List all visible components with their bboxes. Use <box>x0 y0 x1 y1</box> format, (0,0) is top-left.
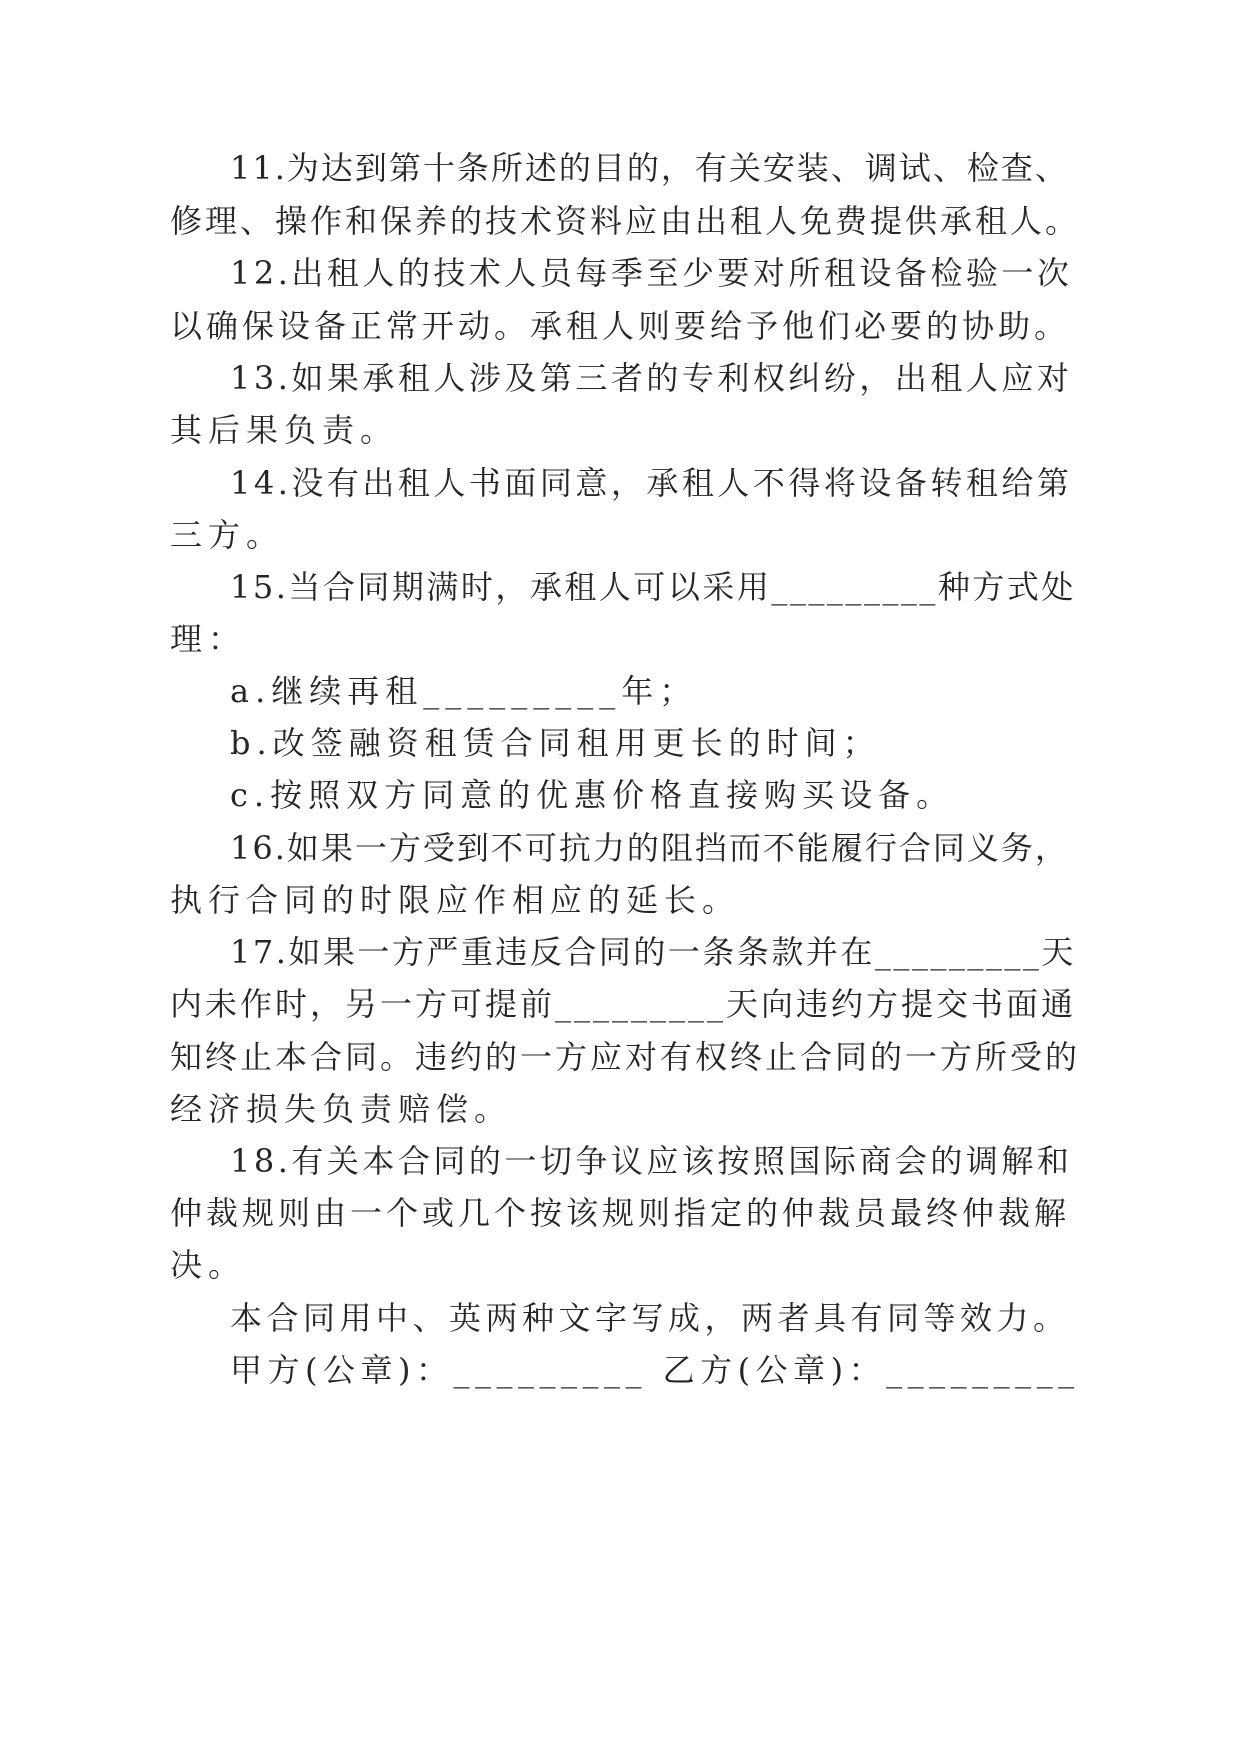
option-c: c.按照双方同意的优惠价格直接购买设备。 <box>230 776 955 814</box>
clause-18-line-1: 18.有关本合同的一切争议应该按照国际商会的调解和 <box>230 1142 1073 1180</box>
clause-16-line-1: 16.如果一方受到不可抗力的阻挡而不能履行合同义务， <box>230 829 1069 867</box>
clause-17-line-4: 经济损失负责赔偿。 <box>170 1090 513 1128</box>
option-a: a.继续再租_________年； <box>230 672 698 710</box>
clause-18-line-3: 决。 <box>170 1246 247 1284</box>
clause-18-line-2: 仲裁规则由一个或几个按该规则指定的仲裁员最终仲裁解 <box>170 1194 1071 1232</box>
clause-12-line-1: 12.出租人的技术人员每季至少要对所租设备检验一次 <box>230 254 1073 292</box>
clause-17-line-3: 知终止本合同。违约的一方应对有权终止合同的一方所受的 <box>170 1038 1081 1076</box>
clause-13-line-1: 13.如果承租人涉及第三者的专利权纠纷，出租人应对 <box>230 359 1073 397</box>
clause-11-line-2: 修理、操作和保养的技术资料应由出租人免费提供承租人。 <box>170 202 1081 240</box>
language-statement: 本合同用中、英两种文字写成，两者具有同等效力。 <box>230 1299 1070 1337</box>
clause-11-line-1: 11.为达到第十条所述的目的，有关安装、调试、检查、 <box>230 149 1069 187</box>
signature-line: 甲方(公章)：_________ 乙方(公章)：_________ <box>230 1351 1080 1389</box>
clause-13-line-2: 其后果负责。 <box>170 411 399 449</box>
clause-12-line-2: 以确保设备正常开动。承租人则要给予他们必要的协助。 <box>170 307 1071 345</box>
option-b: b.改签融资租赁合同租用更长的时间； <box>230 724 881 762</box>
clause-16-line-2: 执行合同的时限应作相应的延长。 <box>170 881 741 919</box>
clause-14-line-1: 14.没有出租人书面同意，承租人不得将设备转租给第 <box>230 464 1073 502</box>
clause-17-line-1: 17.如果一方严重违反合同的一条条款并在_________天 <box>230 933 1076 971</box>
clause-15-line-1: 15.当合同期满时，承租人可以采用_________种方式处 <box>230 568 1076 606</box>
clause-17-line-2: 内未作时，另一方可提前_________天向违约方提交书面通 <box>170 985 1077 1023</box>
clause-15-line-2: 理： <box>170 620 247 658</box>
clause-14-line-2: 三方。 <box>170 516 285 554</box>
